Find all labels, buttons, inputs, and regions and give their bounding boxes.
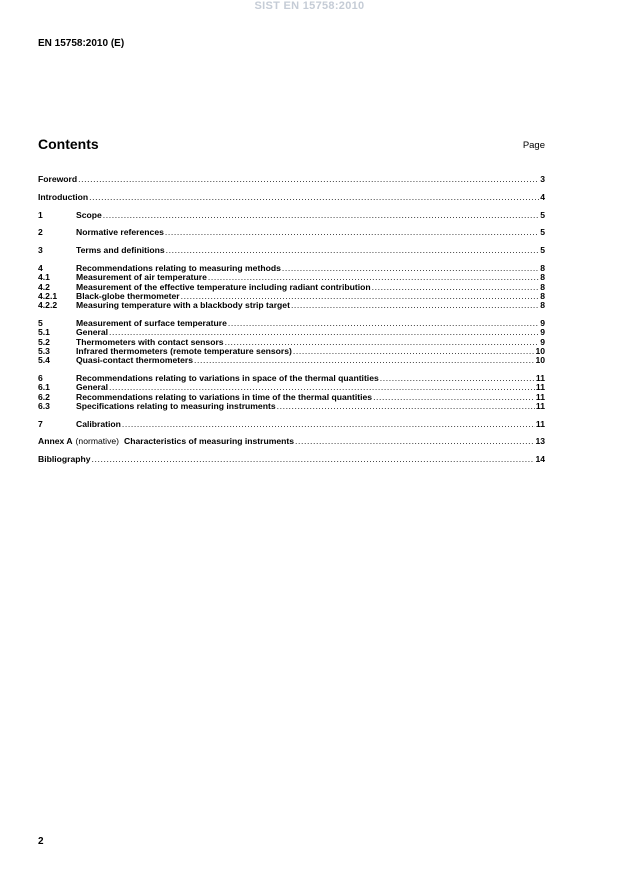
dot-leader	[78, 175, 539, 184]
dot-leader	[295, 437, 534, 446]
toc-entry-6-3[interactable]	[38, 402, 545, 411]
toc-entry-number: 6.1	[38, 383, 50, 393]
dot-leader	[194, 356, 534, 365]
toc-entry-title: Scope	[76, 210, 102, 220]
toc-entry-title: Normative references	[76, 228, 164, 238]
toc-entry-page: 8	[540, 291, 545, 301]
toc-entry-title: General	[76, 328, 109, 338]
dot-leader	[291, 301, 539, 310]
toc-entry-number: 6	[38, 373, 43, 383]
toc-entry-number: 4	[38, 263, 43, 273]
toc-entry-number: 2	[38, 228, 43, 238]
toc-entry-page: 11	[535, 419, 545, 429]
page-number: 2	[38, 836, 44, 847]
toc-entry-title: Bibliography	[38, 455, 91, 465]
toc-entry-page: 11	[535, 392, 545, 402]
toc-entry-5[interactable]	[38, 319, 545, 328]
toc-entry-page: 10	[535, 356, 545, 366]
toc-entry-title: Terms and definitions	[76, 246, 165, 256]
dot-leader	[372, 283, 540, 292]
toc-entry-title: Specifications relating to measuring instruments	[76, 401, 276, 411]
toc-entry-number: 5.4	[38, 356, 50, 366]
dot-leader	[277, 402, 535, 411]
toc-entry-page: 5	[540, 228, 545, 238]
dot-leader	[109, 328, 539, 337]
dot-leader	[181, 292, 540, 301]
toc-entry-number: 5	[38, 318, 43, 328]
annex-type: (normative)	[75, 437, 120, 447]
toc-entry-number: 5.1	[38, 328, 50, 338]
dot-leader	[122, 420, 535, 429]
annex-label: Annex A	[38, 437, 73, 447]
dot-leader	[208, 273, 539, 282]
toc-entry-number: 5.2	[38, 337, 50, 347]
toc-entry-title: Recommendations relating to variations in time of the thermal quantities	[76, 392, 373, 402]
document-id: EN 15758:2010 (E)	[38, 38, 125, 49]
toc-entry-number: 6.3	[38, 401, 50, 411]
toc-entry-page: 8	[540, 301, 545, 311]
dot-leader	[89, 193, 539, 202]
toc-entry-title: Measurement of air temperature	[76, 273, 207, 283]
toc-entry-4-2-1[interactable]	[38, 292, 545, 301]
toc-entry-number: 7	[38, 419, 43, 429]
toc-entry-4-2-2[interactable]	[38, 301, 545, 310]
toc-entry-bibliography[interactable]	[38, 455, 545, 464]
toc-entry-1[interactable]	[38, 211, 545, 220]
toc-entry-title: Recommendations relating to measuring methods	[76, 263, 281, 273]
dot-leader	[282, 264, 539, 273]
toc-entry-title: Infrared thermometers (remote temperature sensors)	[76, 346, 292, 356]
toc-entry-5-1[interactable]	[38, 328, 545, 337]
toc-entry-6-2[interactable]	[38, 393, 545, 402]
toc-entry-title: Measuring temperature with a blackbody strip target	[76, 301, 290, 311]
toc-entry-number: 4.1	[38, 273, 50, 283]
toc-entry-title: Quasi-contact thermometers	[76, 356, 194, 366]
toc-entry-title: Introduction	[38, 192, 89, 202]
toc-entry-page: 10	[535, 346, 545, 356]
toc-entry-title: Measurement of surface temperature	[76, 318, 227, 328]
toc-entry-page: 11	[535, 373, 545, 383]
toc-entry-2[interactable]	[38, 228, 545, 237]
toc-entry-number: 1	[38, 210, 43, 220]
toc-entry-number: 4.2	[38, 282, 50, 292]
table-of-contents	[38, 175, 545, 465]
toc-entry-title: Calibration	[76, 419, 121, 429]
toc-entry-4-1[interactable]	[38, 273, 545, 282]
dot-leader	[165, 228, 539, 237]
toc-entry-page: 9	[540, 328, 545, 338]
watermark: SIST EN 15758:2010	[254, 0, 365, 12]
toc-entry-title: Thermometers with contact sensors	[76, 337, 224, 347]
dot-leader	[103, 211, 539, 220]
dot-leader	[228, 319, 539, 328]
dot-leader	[92, 455, 535, 464]
toc-entry-number: 5.3	[38, 346, 50, 356]
toc-entry-5-3[interactable]	[38, 347, 545, 356]
toc-entry-number: 6.2	[38, 392, 50, 402]
toc-entry-page: 11	[535, 401, 545, 411]
page-column-label: Page	[522, 140, 545, 151]
toc-entry-page: 5	[540, 210, 545, 220]
toc-entry-5-4[interactable]	[38, 356, 545, 365]
dot-leader	[380, 374, 535, 383]
toc-entry-foreword[interactable]	[38, 175, 545, 184]
dot-leader	[109, 383, 535, 392]
toc-entry-page: 8	[540, 273, 545, 283]
contents-heading: Contents	[38, 136, 99, 152]
toc-entry-5-2[interactable]	[38, 338, 545, 347]
toc-entry-page: 8	[540, 282, 545, 292]
toc-entry-title: Black-globe thermometer	[76, 291, 180, 301]
toc-entry-3[interactable]	[38, 246, 545, 255]
toc-entry-page: 13	[535, 437, 545, 447]
toc-entry-annex-a[interactable]	[38, 437, 545, 446]
toc-entry-number: 4.2.2	[38, 301, 58, 311]
toc-entry-title: Measurement of the effective temperature including radiant contribution	[76, 282, 371, 292]
toc-entry-6-1[interactable]	[38, 383, 545, 392]
toc-entry-number: 3	[38, 246, 43, 256]
dot-leader	[225, 338, 540, 347]
dot-leader	[373, 393, 535, 402]
toc-entry-7[interactable]	[38, 420, 545, 429]
toc-entry-title: Foreword	[38, 175, 78, 184]
toc-entry-title: General	[76, 383, 109, 393]
toc-entry-6[interactable]	[38, 374, 545, 383]
toc-entry-page: 3	[540, 175, 545, 184]
toc-entry-page: 8	[540, 263, 545, 273]
toc-entry-4-2[interactable]	[38, 283, 545, 292]
toc-entry-introduction[interactable]	[38, 193, 545, 202]
annex-title: Characteristics of measuring instruments	[124, 437, 295, 447]
toc-entry-page: 4	[540, 192, 545, 202]
toc-entry-page: 9	[540, 318, 545, 328]
dot-leader	[166, 246, 540, 255]
dot-leader	[293, 347, 535, 356]
toc-entry-page: 11	[535, 383, 545, 393]
toc-entry-4[interactable]	[38, 264, 545, 273]
toc-entry-page: 5	[540, 246, 545, 256]
toc-entry-page: 14	[535, 455, 545, 465]
toc-entry-number: 4.2.1	[38, 291, 58, 301]
toc-entry-title: Recommendations relating to variations in space of the thermal quantities	[76, 373, 379, 383]
toc-entry-page: 9	[540, 337, 545, 347]
